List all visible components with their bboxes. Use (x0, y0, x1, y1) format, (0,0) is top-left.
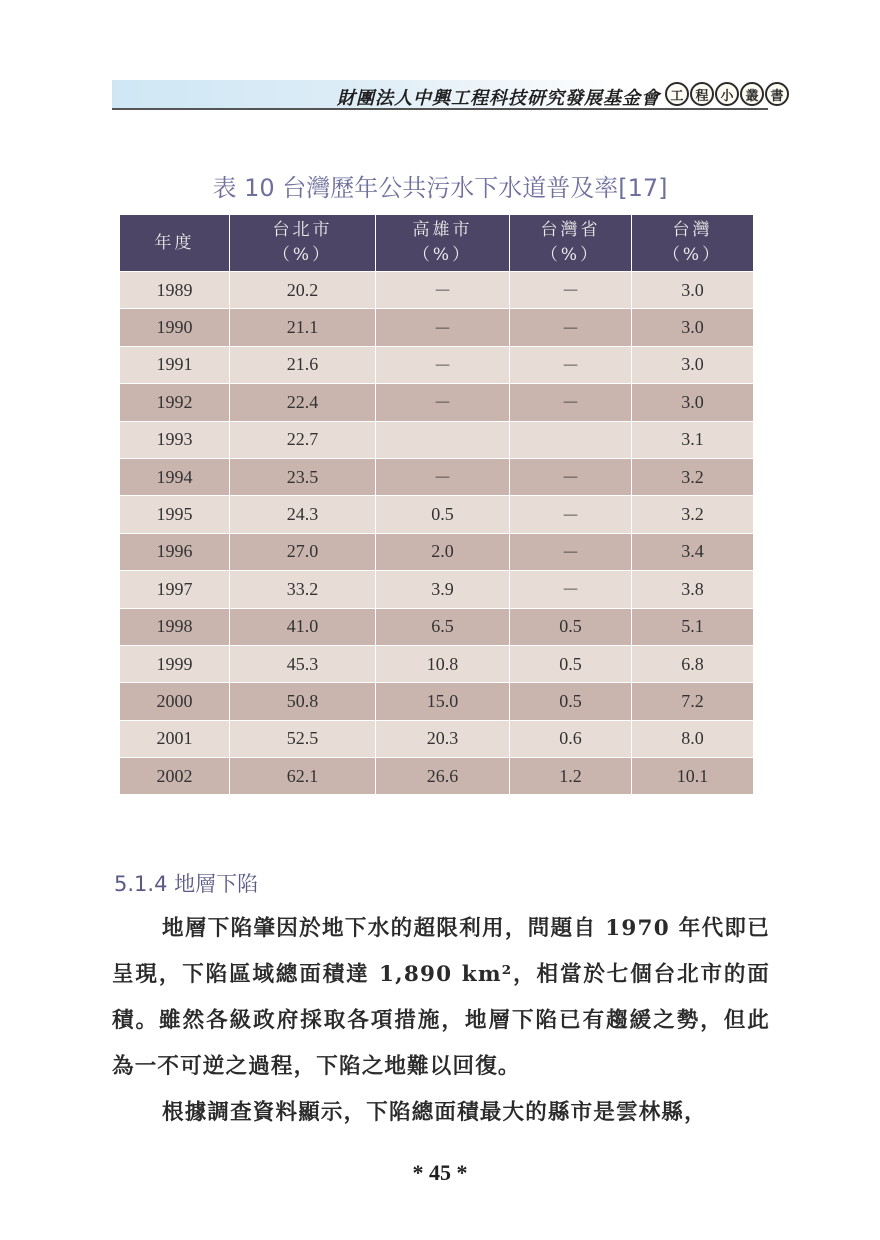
table-cell: 1996 (120, 533, 230, 570)
table-cell: 41.0 (230, 608, 376, 645)
table-cell: 22.4 (230, 384, 376, 421)
column-header-line2: （%） (272, 245, 333, 265)
table-row (120, 496, 754, 533)
column-header-line1: 台灣省 (540, 220, 601, 240)
table-cell: 2.0 (376, 533, 510, 570)
table-cell: 3.9 (376, 571, 510, 608)
table-cell: 1994 (120, 458, 230, 495)
table-cell: 6.5 (376, 608, 510, 645)
column-header-line1: 年度 (154, 232, 195, 253)
column-header-line2: （%） (540, 245, 601, 265)
table-cell: 50.8 (230, 683, 376, 720)
column-header (510, 215, 632, 272)
table-cell: － (510, 346, 632, 383)
series-badge: 叢 (740, 82, 764, 106)
table-cell: 1.2 (510, 758, 632, 795)
body-paragraph: 地層下陷肇因於地下水的超限利用，問題自 1970 年代即已呈現，下陷區域總面積達 1,890 km²，相當於七個台北市的面積。雖然各級政府採取各項措施，地層下陷已有趨緩之勢，但此為一不可逆之過程，下陷之地難以回復。 (112, 916, 770, 1079)
column-header-line1: 台北市 (272, 220, 333, 240)
body-paragraph: 根據調查資料顯示，下陷總面積最大的縣市是雲林縣， (162, 1100, 707, 1125)
table-cell (376, 421, 510, 458)
table-cell: － (510, 533, 632, 570)
table-cell: 3.1 (632, 421, 754, 458)
table-cell: 1991 (120, 346, 230, 383)
header-organization: 財團法人中興工程科技研究發展基金會 (337, 88, 660, 109)
section-heading: 5.1.4 地層下陷 (114, 872, 259, 896)
table-cell: － (376, 272, 510, 309)
table-row (120, 384, 754, 421)
table-row (120, 758, 754, 795)
series-badge: 小 (715, 82, 739, 106)
table-cell: 52.5 (230, 720, 376, 757)
column-header-line2: （%） (662, 245, 723, 265)
table-cell: 2002 (120, 758, 230, 795)
table-header-row (120, 215, 754, 272)
series-badge: 工 (665, 82, 689, 106)
table-cell: 20.3 (376, 720, 510, 757)
table-row (120, 309, 754, 346)
column-header-line1: 台灣 (672, 220, 713, 240)
column-header (376, 215, 510, 272)
column-header (230, 215, 376, 272)
table-row (120, 346, 754, 383)
table-cell: 23.5 (230, 458, 376, 495)
table-cell: 26.6 (376, 758, 510, 795)
table-cell: 1995 (120, 496, 230, 533)
table-cell: 1999 (120, 645, 230, 682)
table-cell: 1993 (120, 421, 230, 458)
series-badge: 程 (690, 82, 714, 106)
table-cell: 3.2 (632, 496, 754, 533)
table-row (120, 720, 754, 757)
table-row (120, 533, 754, 570)
table-cell: 6.8 (632, 645, 754, 682)
table-cell: 2001 (120, 720, 230, 757)
table-cell: 5.1 (632, 608, 754, 645)
table-row (120, 645, 754, 682)
table-cell: － (510, 309, 632, 346)
table-row (120, 458, 754, 495)
table-cell: 1997 (120, 571, 230, 608)
table-cell: 3.8 (632, 571, 754, 608)
table-cell: 3.2 (632, 458, 754, 495)
series-badges (665, 82, 789, 106)
table-cell: 8.0 (632, 720, 754, 757)
table-cell: 0.6 (510, 720, 632, 757)
table-cell: 24.3 (230, 496, 376, 533)
table-cell: 1990 (120, 309, 230, 346)
column-header-line1: 高雄市 (412, 220, 473, 240)
table-cell: 20.2 (230, 272, 376, 309)
table-row (120, 683, 754, 720)
table-cell: － (510, 571, 632, 608)
table-cell: 0.5 (510, 645, 632, 682)
table-body (120, 272, 754, 795)
table-cell: 22.7 (230, 421, 376, 458)
column-header (632, 215, 754, 272)
table-cell: 1989 (120, 272, 230, 309)
table-cell: 10.8 (376, 645, 510, 682)
table-cell: 3.0 (632, 346, 754, 383)
table-cell: 3.4 (632, 533, 754, 570)
table-cell: － (376, 458, 510, 495)
table-cell: 33.2 (230, 571, 376, 608)
table-cell: － (510, 458, 632, 495)
table-cell: 21.6 (230, 346, 376, 383)
table-row (120, 272, 754, 309)
table-cell: 3.0 (632, 309, 754, 346)
table-cell: － (510, 496, 632, 533)
table-cell: － (376, 346, 510, 383)
table-cell: 0.5 (376, 496, 510, 533)
table-cell: － (510, 272, 632, 309)
column-header-line2: （%） (412, 245, 473, 265)
table-cell: 27.0 (230, 533, 376, 570)
table-caption: 表 10 台灣歷年公共污水下水道普及率[17] (212, 174, 668, 202)
table-cell: － (376, 309, 510, 346)
table-row (120, 421, 754, 458)
table-cell (510, 421, 632, 458)
table-row (120, 608, 754, 645)
series-badge: 書 (765, 82, 789, 106)
table-cell: 0.5 (510, 683, 632, 720)
table-cell: 7.2 (632, 683, 754, 720)
table-row (120, 571, 754, 608)
table-cell: 2000 (120, 683, 230, 720)
table-cell: － (376, 384, 510, 421)
page-number: * 45 * (412, 1160, 468, 1185)
table-cell: 3.0 (632, 384, 754, 421)
table-cell: 62.1 (230, 758, 376, 795)
table-cell: 3.0 (632, 272, 754, 309)
table-cell: 1998 (120, 608, 230, 645)
table-cell: 15.0 (376, 683, 510, 720)
sewer-coverage-table (119, 214, 754, 795)
table-cell: － (510, 384, 632, 421)
table-cell: 21.1 (230, 309, 376, 346)
table-cell: 45.3 (230, 645, 376, 682)
table-cell: 10.1 (632, 758, 754, 795)
table-cell: 0.5 (510, 608, 632, 645)
column-header (120, 215, 230, 272)
table-cell: 1992 (120, 384, 230, 421)
